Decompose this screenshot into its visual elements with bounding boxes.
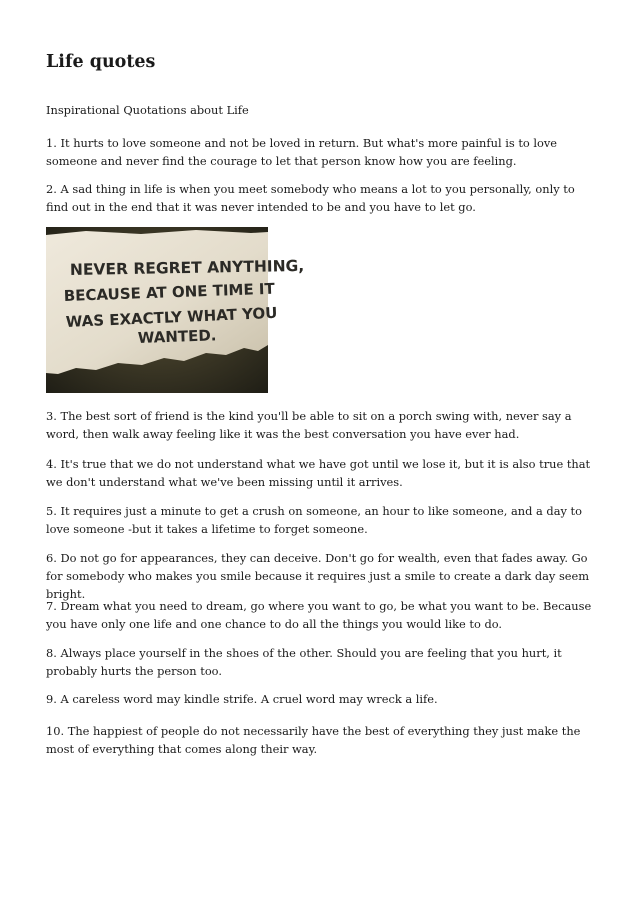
- quote-item: [46, 722, 594, 758]
- quote-text: It's true that we do not understand what we have got until we lose it, but it is also true that we don't understand what we've been missing until it arrives.: [46, 457, 591, 489]
- quote-text: It requires just a minute to get a crush on someone, an hour to like someone, and a day to love someone -but it takes a lifetime to forget someone.: [46, 504, 582, 536]
- handwriting-line-2: BECAUSE AT ONE TIME IT: [63, 279, 275, 305]
- quote-number: 9.: [46, 692, 57, 706]
- quote-number: 2.: [46, 182, 57, 196]
- quote-text: The happiest of people do not necessarily have the best of everything they just make the most of everything that comes along their way.: [46, 724, 581, 756]
- handwriting-line-4: WANTED.: [137, 326, 217, 347]
- quote-text: The best sort of friend is the kind you'll be able to sit on a porch swing with, never say a word, then walk away feeling like it was the best conversation you have ever had.: [46, 409, 572, 441]
- quote-item: [46, 407, 594, 443]
- quote-photo: [46, 227, 305, 393]
- quote-item: [46, 549, 594, 603]
- quote-number: 7.: [46, 599, 57, 613]
- document-subtitle: Inspirational Quotations about Life: [46, 103, 249, 117]
- quote-number: 10.: [46, 724, 65, 738]
- quote-item: [46, 502, 594, 538]
- quote-number: 3.: [46, 409, 57, 423]
- torn-paper-photo: [46, 227, 305, 393]
- quote-item: [46, 644, 594, 680]
- quote-number: 4.: [46, 457, 57, 471]
- quote-number: 6.: [46, 551, 57, 565]
- handwriting-line-1: NEVER REGRET ANYTHING,: [69, 256, 305, 279]
- quote-item: [46, 455, 594, 491]
- quote-number: 5.: [46, 504, 57, 518]
- quote-item: [46, 134, 594, 170]
- quote-text: Always place yourself in the shoes of the other. Should you are feeling that you hurt, it probably hurts the person too.: [46, 646, 562, 678]
- handwriting-line-3: WAS EXACTLY WHAT YOU: [65, 303, 278, 331]
- quote-item: [46, 597, 594, 633]
- quote-text: A careless word may kindle strife. A cruel word may wreck a life.: [60, 692, 438, 706]
- quote-item: [46, 180, 594, 216]
- quote-text: A sad thing in life is when you meet somebody who means a lot to you personally, only to find out in the end that it was never intended to be and you have to let go.: [46, 182, 575, 214]
- quote-item: [46, 690, 594, 708]
- quote-number: 8.: [46, 646, 57, 660]
- quote-number: 1.: [46, 136, 57, 150]
- quote-text: It hurts to love someone and not be loved in return. But what's more painful is to love someone and never find the courage to let that person know how you are feeling.: [46, 136, 558, 168]
- quote-text: Do not go for appearances, they can deceive. Don't go for wealth, even that fades away. Go for somebody who makes you smile because it requires just a smile to create a dark day seem bright.: [46, 551, 590, 601]
- quote-text: Dream what you need to dream, go where you want to go, be what you want to be. Because you have only one life and one chance to do all the things you would like to do.: [46, 599, 592, 631]
- document-title: Life quotes: [46, 52, 156, 72]
